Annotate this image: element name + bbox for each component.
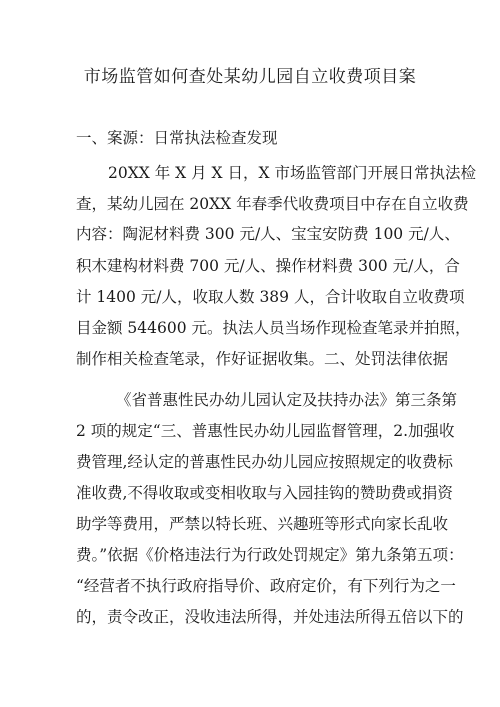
paragraph-line: 内容：陶泥材料费 300 元/人、宝宝安防费 100 元/人、 <box>76 225 460 243</box>
paragraph-line: 《省普惠性民办幼儿园认定及扶持办法》第三条第 <box>116 391 458 409</box>
paragraph-line: 2 项的规定“三、普惠性民办幼儿园监督管理，2.加强收 <box>76 422 455 440</box>
paragraph-line: 计 1400 元/人，收取人数 389 人，合计收取自立收费项 <box>76 288 465 306</box>
paragraph-line: 准收费,不得收取或变相收取与入园挂钩的赞助费或捐资 <box>76 484 453 502</box>
paragraph-line: 助学等费用，严禁以特长班、兴趣班等形式向家长乱收 <box>76 515 449 533</box>
paragraph-line: 积木建构材料费 700 元/人、操作材料费 300 元/人，合 <box>76 257 460 275</box>
paragraph-line: 费。”依据《价格违法行为行政处罚规定》第九条第五项： <box>76 546 464 564</box>
paragraph-line: 费管理,经认定的普惠性民办幼儿园应按照规定的收费标 <box>76 453 453 471</box>
paragraph-line: “经营者不执行政府指导价、政府定价，有下列行为之一 <box>76 577 456 595</box>
section-heading-case-source: 一、案源：日常执法检查发现 <box>76 129 278 147</box>
document-title: 市场监管如何查处某幼儿园自立收费项目案 <box>83 67 417 87</box>
paragraph-line: 查，某幼儿园在 20XX 年春季代收费项目中存在自立收费 <box>76 195 469 213</box>
paragraph-line: 目金额 544600 元。执法人员当场作现检查笔录并拍照， <box>76 319 471 337</box>
paragraph-line: 制作相关检查笔录，作好证据收集。二、处罚法律依据 <box>76 350 449 368</box>
paragraph-line: 20XX 年 X 月 X 日，X 市场监管部门开展日常执法检 <box>108 164 476 182</box>
paragraph-line: 的，责令改正，没收违法所得，并处违法所得五倍以下的 <box>76 608 464 626</box>
